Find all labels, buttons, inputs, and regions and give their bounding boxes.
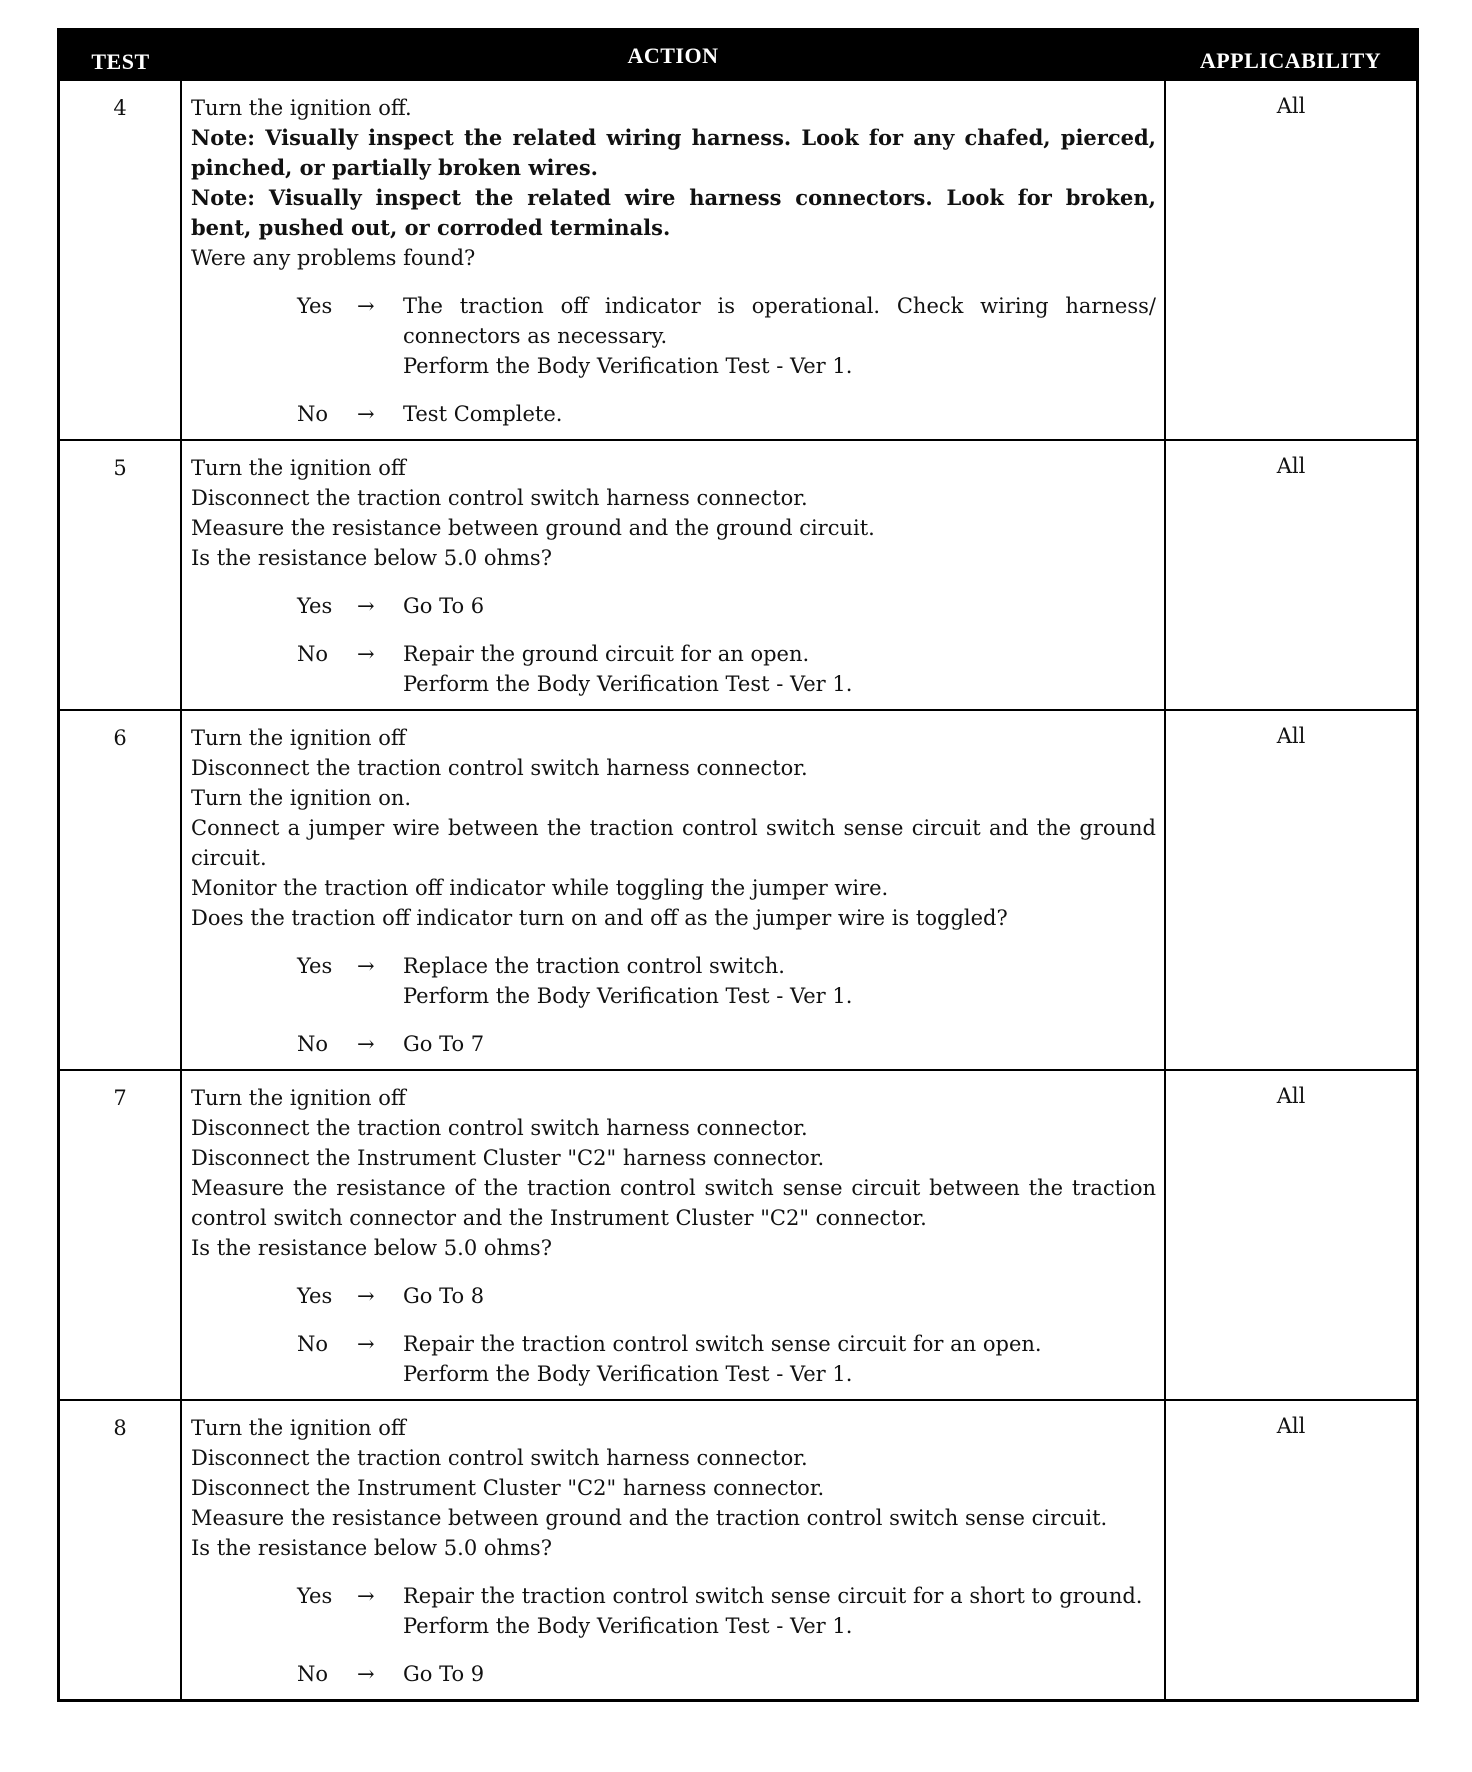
arrow-right-icon: →	[357, 1662, 375, 1686]
response-line: Repair the ground circuit for an open.	[403, 642, 810, 666]
applicability-value: All	[1165, 1070, 1416, 1400]
action-cell	[181, 1070, 1165, 1400]
table-row	[60, 440, 1416, 710]
test-number: 4	[113, 96, 127, 120]
action-step: Disconnect the traction control switch harness connector.	[191, 756, 808, 780]
action-step: Disconnect the traction control switch harness connector.	[191, 486, 808, 510]
response-line: The traction off indicator is operational. Check wiring harness/ connectors as necessary.	[403, 294, 1156, 348]
test-number: 7	[60, 1070, 181, 1400]
header-test: TEST	[60, 31, 181, 81]
response-no	[297, 1029, 1156, 1059]
response-label: No	[297, 402, 329, 426]
response-text	[403, 639, 1156, 699]
action-step: Connect a jumper wire between the traction control switch sense circuit and the ground circuit.	[191, 816, 1156, 870]
response-text	[403, 1281, 1156, 1311]
response-line: Perform the Body Verification Test - Ver 1.	[403, 1362, 853, 1386]
response-line: Go To 7	[403, 1032, 485, 1056]
action-step: Disconnect the Instrument Cluster "C2" harness connector.	[191, 1476, 825, 1500]
response-label: No	[297, 1662, 329, 1686]
action-step: Disconnect the Instrument Cluster "C2" harness connector.	[191, 1146, 825, 1170]
response-yes	[297, 1581, 1156, 1641]
header-action: ACTION	[181, 31, 1165, 81]
response-line: Repair the traction control switch sense circuit for a short to ground.	[403, 1584, 1143, 1608]
action-step: Turn the ignition off	[191, 1086, 406, 1110]
response-line: Perform the Body Verification Test - Ver 1.	[403, 672, 853, 696]
response-line: Perform the Body Verification Test - Ver 1.	[403, 984, 853, 1008]
action-step: Is the resistance below 5.0 ohms?	[191, 1536, 552, 1560]
action-cell	[181, 81, 1165, 440]
response-no	[297, 399, 1156, 429]
test-number: 8	[60, 1400, 181, 1699]
response-line: Perform the Body Verification Test - Ver 1.	[403, 1614, 853, 1638]
response-label: Yes	[297, 1284, 333, 1308]
response-label: No	[297, 642, 329, 666]
test-number: 5	[60, 440, 181, 710]
applicability-value: All	[1165, 710, 1416, 1070]
response-line: Replace the traction control switch.	[403, 954, 785, 978]
response-yes	[297, 951, 1156, 1011]
arrow-right-icon: →	[357, 954, 375, 978]
arrow-right-icon: →	[357, 294, 375, 318]
response-line: Go To 6	[403, 594, 485, 618]
applicability-value: All	[1165, 440, 1416, 710]
applicability-value: All	[1165, 81, 1416, 440]
arrow-right-icon: →	[357, 642, 375, 666]
action-step: Disconnect the traction control switch harness connector.	[191, 1446, 808, 1470]
arrow-right-icon: →	[357, 1284, 375, 1308]
action-step: Is the resistance below 5.0 ohms?	[191, 1236, 552, 1260]
test-table	[60, 31, 1416, 1699]
response-line: Repair the traction control switch sense circuit for an open.	[403, 1332, 1042, 1356]
response-no	[297, 1329, 1156, 1389]
response-line: Go To 8	[403, 1284, 485, 1308]
action-note: Note: Visually inspect the related wire harness connectors. Look for broken, bent, pushed out, or corroded terminals.	[191, 185, 1156, 240]
response-text	[403, 1581, 1156, 1641]
response-yes	[297, 291, 1156, 381]
response-line: Go To 9	[403, 1662, 485, 1686]
arrow-right-icon: →	[357, 1332, 375, 1356]
response-text	[403, 291, 1156, 381]
action-step: Measure the resistance of the traction control switch sense circuit between the traction control switch connector and the Instrument Cluster "C2" connector.	[191, 1176, 1156, 1230]
table-row	[60, 81, 1416, 440]
arrow-right-icon: →	[357, 1032, 375, 1056]
action-step: Turn the ignition off.	[191, 96, 412, 120]
action-step: Measure the resistance between ground and the traction control switch sense circuit.	[191, 1506, 1108, 1530]
action-step: Turn the ignition off	[191, 1416, 406, 1440]
response-yes	[297, 1281, 1156, 1311]
action-step: Monitor the traction off indicator while toggling the jumper wire.	[191, 876, 889, 900]
response-text	[403, 1659, 1156, 1689]
response-no	[297, 639, 1156, 699]
response-no	[297, 1659, 1156, 1689]
action-step: Does the traction off indicator turn on and off as the jumper wire is toggled?	[191, 906, 1008, 930]
response-label: No	[297, 1332, 329, 1356]
action-cell	[181, 1400, 1165, 1699]
table-row	[60, 1400, 1416, 1699]
header-applicability: APPLICABILITY	[1165, 31, 1416, 81]
response-text	[403, 951, 1156, 1011]
action-cell	[181, 710, 1165, 1070]
action-step: Turn the ignition on.	[191, 786, 412, 810]
response-label: Yes	[297, 1584, 333, 1608]
action-step: Turn the ignition off	[191, 726, 406, 750]
action-cell	[181, 440, 1165, 710]
response-text	[403, 1029, 1156, 1059]
action-step: Measure the resistance between ground and the ground circuit.	[191, 516, 875, 540]
action-step: Disconnect the traction control switch harness connector.	[191, 1116, 808, 1140]
response-label: Yes	[297, 594, 333, 618]
action-step: Turn the ignition off	[191, 456, 406, 480]
response-text	[403, 591, 1156, 621]
response-label: Yes	[297, 954, 333, 978]
response-text	[403, 1329, 1156, 1389]
table-row	[60, 1070, 1416, 1400]
test-number: 6	[60, 710, 181, 1070]
response-label: Yes	[297, 294, 333, 318]
response-line: Test Complete.	[403, 402, 563, 426]
action-step: Is the resistance below 5.0 ohms?	[191, 546, 552, 570]
header-row	[60, 31, 1416, 81]
response-label: No	[297, 1032, 329, 1056]
arrow-right-icon: →	[357, 594, 375, 618]
arrow-right-icon: →	[357, 402, 375, 426]
table-body	[60, 81, 1416, 1699]
response-line: Perform the Body Verification Test - Ver 1.	[403, 354, 853, 378]
applicability-value: All	[1165, 1400, 1416, 1699]
table-row	[60, 710, 1416, 1070]
action-note: Note: Visually inspect the related wiring harness. Look for any chafed, pierced, pinched, or partially broken wires.	[191, 125, 1156, 180]
action-step: Were any problems found?	[191, 246, 476, 270]
arrow-right-icon: →	[357, 1584, 375, 1608]
diagnostic-test-table	[57, 28, 1419, 1702]
response-text	[403, 399, 1156, 429]
response-yes	[297, 591, 1156, 621]
